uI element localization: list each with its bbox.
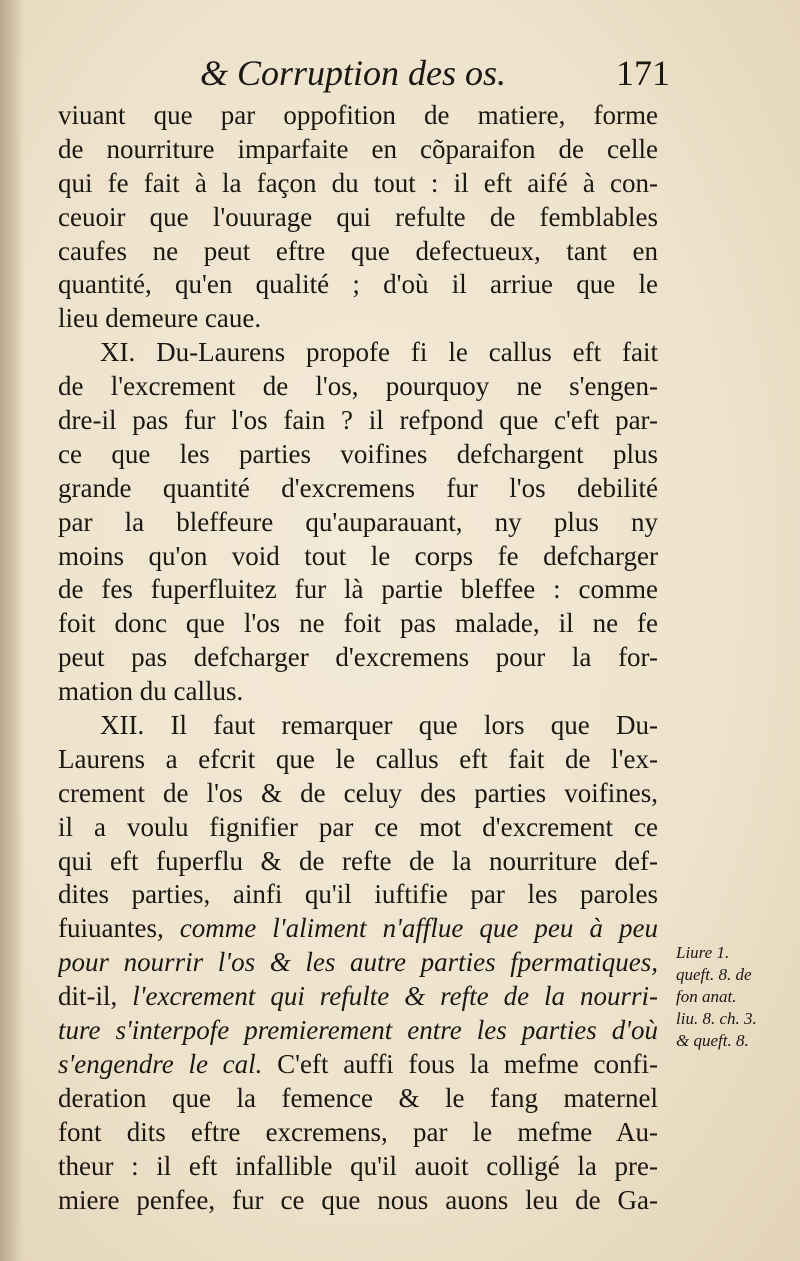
text-line: de l'excrement de l'os, pourquoy ne s'engen- — [58, 371, 658, 402]
text-line: Laurens a efcrit que le callus eft fait de l'ex- — [58, 743, 658, 774]
text-line: lieu demeure caue. — [58, 303, 262, 334]
text-line: deration que la femence & le fang maternel — [58, 1082, 658, 1113]
page-number: 171 — [616, 53, 670, 93]
margin-notes — [676, 942, 796, 1052]
text-line: de fes fuperfluitez fur là partie bleffee : comme — [58, 574, 658, 605]
running-title: & Corruption des os. — [200, 53, 507, 93]
text-line: theur : il eft infallible qu'il auoit colligé la pre- — [58, 1150, 658, 1181]
text-line: s'engendre le cal. C'eft auffi fous la mefme confi- — [58, 1048, 658, 1079]
text-line: crement de l'os & de celuy des parties voifines, — [58, 777, 658, 808]
running-header — [150, 48, 670, 98]
body-text — [58, 99, 658, 1217]
text-line: qui fe fait à la façon du tout : il eft aifé à con- — [58, 167, 658, 198]
text-line: dites parties, ainfi qu'il iuftifie par les paroles — [58, 879, 658, 910]
text-line: XI. Du-Laurens propofe fi le callus eft fait — [100, 337, 658, 368]
text-line: moins qu'on void tout le corps fe defcharger — [58, 540, 658, 571]
text-line: de nourriture imparfaite en cõparaifon de celle — [58, 133, 658, 164]
text-line: ce que les parties voifines defchargent plus — [58, 438, 658, 469]
margin-note-line: fon anat. — [676, 987, 737, 1006]
text-line: viuant que par oppofition de matiere, forme — [58, 100, 658, 130]
text-line: ture s'interpofe premierement entre les parties d'où — [58, 1015, 658, 1046]
text-line: pour nourrir l'os & les autre parties fpermatiques, — [58, 947, 658, 978]
text-line: dit-il, l'excrement qui refulte & refte de la nourri- — [58, 981, 658, 1012]
text-line: quantité, qu'en qualité ; d'où il arriue que le — [58, 269, 658, 300]
text-line: il a voulu fignifier par ce mot d'excrement ce — [58, 811, 658, 842]
text-line: par la bleffeure qu'auparauant, ny plus ny — [58, 506, 658, 537]
page-gutter-shadow — [0, 0, 24, 1261]
text-line: caufes ne peut eftre que defectueux, tant en — [58, 235, 658, 266]
text-line: peut pas defcharger d'excremens pour la for- — [58, 642, 658, 673]
margin-note-line: queft. 8. de — [676, 965, 752, 984]
margin-note-line: & queft. 8. — [676, 1031, 749, 1050]
text-line: fuiuantes, comme l'aliment n'afflue que peu à peu — [58, 913, 658, 944]
text-line: dre-il pas fur l'os fain ? il refpond que c'eft par- — [58, 405, 658, 436]
text-line: ceuoir que l'ouurage qui refulte de femblables — [58, 201, 658, 232]
text-line: XII. Il faut remarquer que lors que Du- — [100, 710, 658, 741]
text-line: mation du callus. — [58, 676, 244, 707]
text-line: qui eft fuperflu & de refte de la nourriture def- — [58, 845, 658, 876]
margin-note-line: liu. 8. ch. 3. — [676, 1009, 757, 1028]
text-line: foit donc que l'os ne foit pas malade, il ne fe — [58, 608, 658, 639]
text-line: miere penfee, fur ce que nous auons leu de Ga- — [58, 1184, 658, 1215]
text-line: grande quantité d'excremens fur l'os debilité — [58, 472, 658, 503]
text-line: font dits eftre excremens, par le mefme Au- — [58, 1116, 658, 1147]
margin-note-line: Liure 1. — [676, 943, 730, 962]
